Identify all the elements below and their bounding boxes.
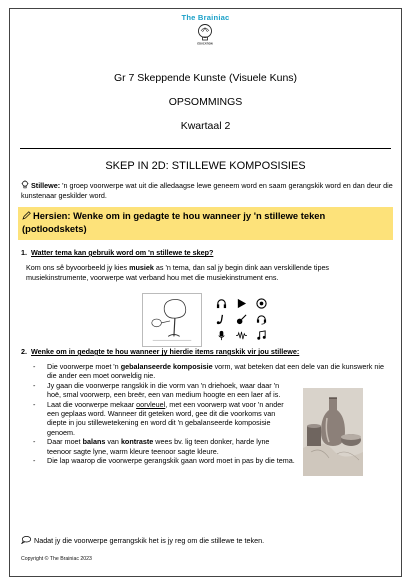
music-icons <box>211 295 271 345</box>
banner-text: Hersien: Wenke om in gedagte te hou wanneer jy 'n stillewe teken (potloodskets) <box>22 210 326 234</box>
question-2 <box>21 347 299 356</box>
summary-title: OPSOMMINGS <box>168 96 243 108</box>
tip-text: van <box>105 437 121 447</box>
pencil-icon <box>22 211 31 220</box>
waveform-icon <box>231 327 251 343</box>
tip-keyword: gebalanseerde komposisie <box>120 362 213 371</box>
speaker-icon <box>251 295 271 311</box>
intro-term: Stillewe: <box>31 181 61 190</box>
question-2-text: Wenke om in gedagte te hou wanneer jy hierdie items rangskik vir jou stillewe: <box>31 347 300 356</box>
tip-keyword: kontraste <box>120 437 154 447</box>
logo-caption: EDUCATION <box>197 42 213 46</box>
copyright: Copyright © The Brainiac 2023 <box>21 556 92 562</box>
tip-overlap <box>33 400 295 438</box>
tip-text: , met een voorwerp wat voor 'n ander een geplaas word. Wanneer dit geteken word, gee dit die voorkoms van diepte in jou stillewetekening en word dit 'n gebalanseerde komposisie genoem. <box>47 399 284 437</box>
section-title: SKEP IN 2D: STILLEWE KOMPOSISIES <box>105 160 306 172</box>
sax-icon <box>211 311 231 327</box>
tip-contrast <box>33 437 295 456</box>
intro-definition <box>21 180 393 200</box>
tip-text: Die lap waarop die voorwerpe gerangskik gaan word moet in pas by die tema. <box>47 456 295 466</box>
music-note-icon <box>251 327 271 343</box>
tip-keyword: oorvleuel <box>136 399 166 409</box>
headset-icon <box>251 311 271 327</box>
tip-triangle <box>33 381 295 400</box>
question-1 <box>21 248 213 257</box>
question-1-answer <box>26 263 393 282</box>
music-sketch-illustration <box>142 293 202 347</box>
review-banner <box>18 207 393 240</box>
intro-text: 'n groep voorwerpe wat uit die alledaagse lewe geneem word en saam gerangskik word en dan deur die kunstenaar geskilder word. <box>21 181 393 200</box>
answer-part: Kom ons sê byvoorbeeld jy kies <box>26 263 130 272</box>
subject-title: Gr 7 Skeppende Kunste (Visuele Kuns) <box>113 72 298 84</box>
tip-text: Die voorwerpe moet 'n <box>47 362 121 371</box>
tip-text: vorm, wat beteken dat een dele van die kunswerk nie die ander een moet oorweldig nie. <box>47 362 384 381</box>
tip-text: Daar moet <box>47 437 83 447</box>
headphones-icon <box>211 295 231 311</box>
divider <box>20 148 391 149</box>
tip-text: Laat die voorwerpe mekaar <box>47 399 137 409</box>
answer-part: as 'n tema, dan sal jy begin dink aan verskillende tipes musiekinstrumente, voorwerpe wat verband hou met die musiekinstrument ens. <box>26 263 330 282</box>
tip-balanced-composition <box>33 362 395 381</box>
term-title: Kwartaal 2 <box>180 120 231 132</box>
question-1-text: Watter tema kan gebruik word om 'n stillewe te skep? <box>31 248 214 257</box>
tip-text: wees bv. lig teen donker, harde lyne teenoor sagte lyne, warm kleure teenoor sagte kleure. <box>47 437 270 456</box>
answer-theme: musiek <box>129 263 154 272</box>
lightbulb-logo-icon <box>193 22 217 46</box>
question-2-number: 2. <box>21 347 27 356</box>
tip-keyword: balans <box>82 437 106 447</box>
page-border <box>9 8 402 577</box>
play-icon <box>231 295 251 311</box>
tip-text: Jy gaan die voorwerpe rangskik in die vorm van 'n driehoek, waar daar 'n hoë, smal voorwerp, een breër, een van medium hoogte en een laer af is. <box>47 380 281 400</box>
guitar-icon <box>231 311 251 327</box>
footer-note <box>21 536 393 545</box>
footer-note-text: Nadat jy die voorwerpe gerrangskik het is jy reg om die stillewe te teken. <box>34 536 265 545</box>
brand-name: The Brainiac <box>181 13 230 22</box>
idea-bulb-icon <box>21 180 29 189</box>
speech-bubble-icon <box>21 536 31 544</box>
question-1-number: 1. <box>21 248 27 257</box>
still-life-drawing-image <box>303 388 363 476</box>
mic-icon <box>211 327 231 343</box>
